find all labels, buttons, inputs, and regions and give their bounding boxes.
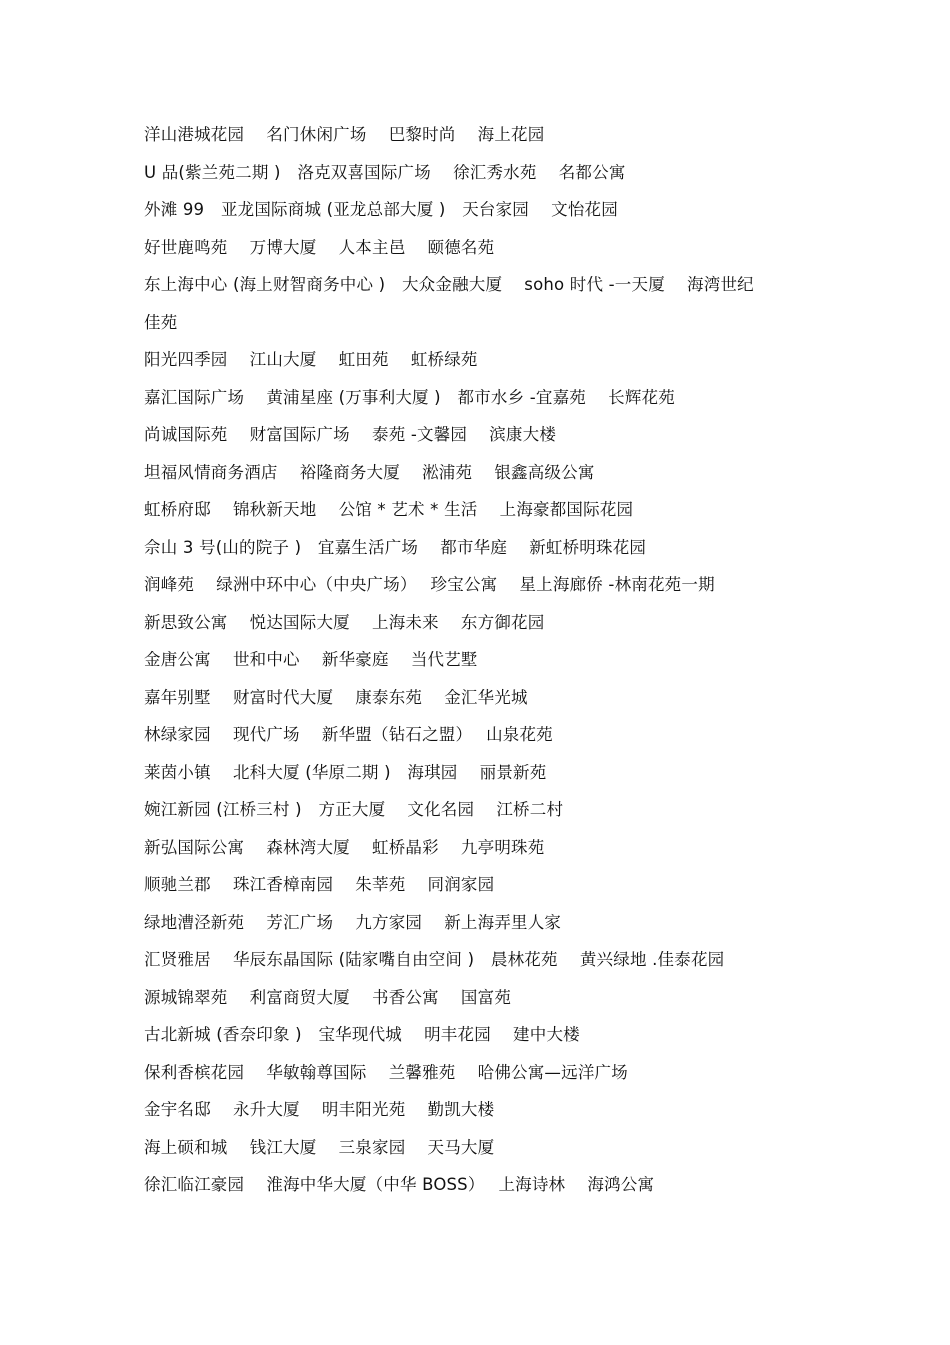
text-line: 古北新城 (香奈印象 ) 宝华现代城 明丰花园 建中大楼 xyxy=(144,1025,580,1044)
text-line: 新弘国际公寓 森林湾大厦 虹桥晶彩 九亭明珠苑 xyxy=(144,837,545,857)
text-line: 源城锦翠苑 利富商贸大厦 书香公寓 国富苑 xyxy=(144,987,512,1007)
text-line: 东上海中心 (海上财智商务中心 ) 大众金融大厦 soho 时代 -一天厦 海湾世纪 xyxy=(144,275,754,294)
text-line: 新思致公寓 悦达国际大厦 上海未来 东方御花园 xyxy=(144,612,545,632)
text-line: 徐汇临江豪园 淮海中华大厦（中华 BOSS） 上海诗林 海鸿公寓 xyxy=(144,1175,655,1194)
text-line: 保利香槟花园 华敏翰尊国际 兰馨雅苑 哈佛公寓—远洋广场 xyxy=(144,1062,628,1082)
text-line: 林绿家园 现代广场 新华盟（钻石之盟） 山泉花苑 xyxy=(144,725,553,744)
text-line: 金唐公寓 世和中心 新华豪庭 当代艺墅 xyxy=(144,650,478,669)
text-line: 婉江新园 (江桥三村 ) 方正大厦 文化名园 江桥二村 xyxy=(144,800,564,819)
text-line: 好世鹿鸣苑 万博大厦 人本主邑 颐德名苑 xyxy=(144,237,495,257)
text-lines xyxy=(144,121,824,1209)
text-line: 莱茵小镇 北科大厦 (华原二期 ) 海琪园 丽景新苑 xyxy=(144,762,547,782)
text-line: 顺驰兰郡 珠江香樟南园 朱莘苑 同润家园 xyxy=(144,875,495,894)
text-line: 嘉汇国际广场 黄浦星座 (万事利大厦 ) 都市水乡 -宜嘉苑 长辉花苑 xyxy=(144,387,675,407)
text-line: 尚诚国际苑 财富国际广场 泰苑 -文馨园 滨康大楼 xyxy=(144,425,557,444)
text-line: 汇贤雅居 华辰东晶国际 (陆家嘴自由空间 ) 晨林花苑 黄兴绿地 .佳泰花园 xyxy=(144,950,725,969)
text-line: 阳光四季园 江山大厦 虹田苑 虹桥绿苑 xyxy=(144,350,478,369)
text-line: 金宇名邸 永升大厦 明丰阳光苑 勤凯大楼 xyxy=(144,1100,495,1119)
text-line: 嘉年别墅 财富时代大厦 康泰东苑 金汇华光城 xyxy=(144,687,528,707)
text-line: 外滩 99 亚龙国际商城 (亚龙总部大厦 ) 天台家园 文怡花园 xyxy=(144,200,618,219)
text-line: 润峰苑 绿洲中环中心（中央广场） 珍宝公寓 星上海廊侨 -林南花苑一期 xyxy=(144,575,715,594)
text-line: 佘山 3 号(山的院子 ) 宜嘉生活广场 都市华庭 新虹桥明珠花园 xyxy=(144,537,647,557)
text-line: 坦福风情商务酒店 裕隆商务大厦 淞浦苑 银鑫高级公寓 xyxy=(144,462,595,482)
text-line: 虹桥府邸 锦秋新天地 公馆 * 艺术 * 生活 上海豪都国际花园 xyxy=(144,500,634,519)
text-line: 佳苑 xyxy=(144,312,178,332)
text-line: 绿地漕泾新苑 芳汇广场 九方家园 新上海弄里人家 xyxy=(144,912,562,932)
text-line: U 品(紫兰苑二期 ) 洛克双喜国际广场 徐汇秀水苑 名都公寓 xyxy=(144,162,626,182)
text-line: 洋山港城花园 名门休闲广场 巴黎时尚 海上花园 xyxy=(144,125,545,144)
text-line: 海上硕和城 钱江大厦 三泉家园 天马大厦 xyxy=(144,1137,495,1157)
